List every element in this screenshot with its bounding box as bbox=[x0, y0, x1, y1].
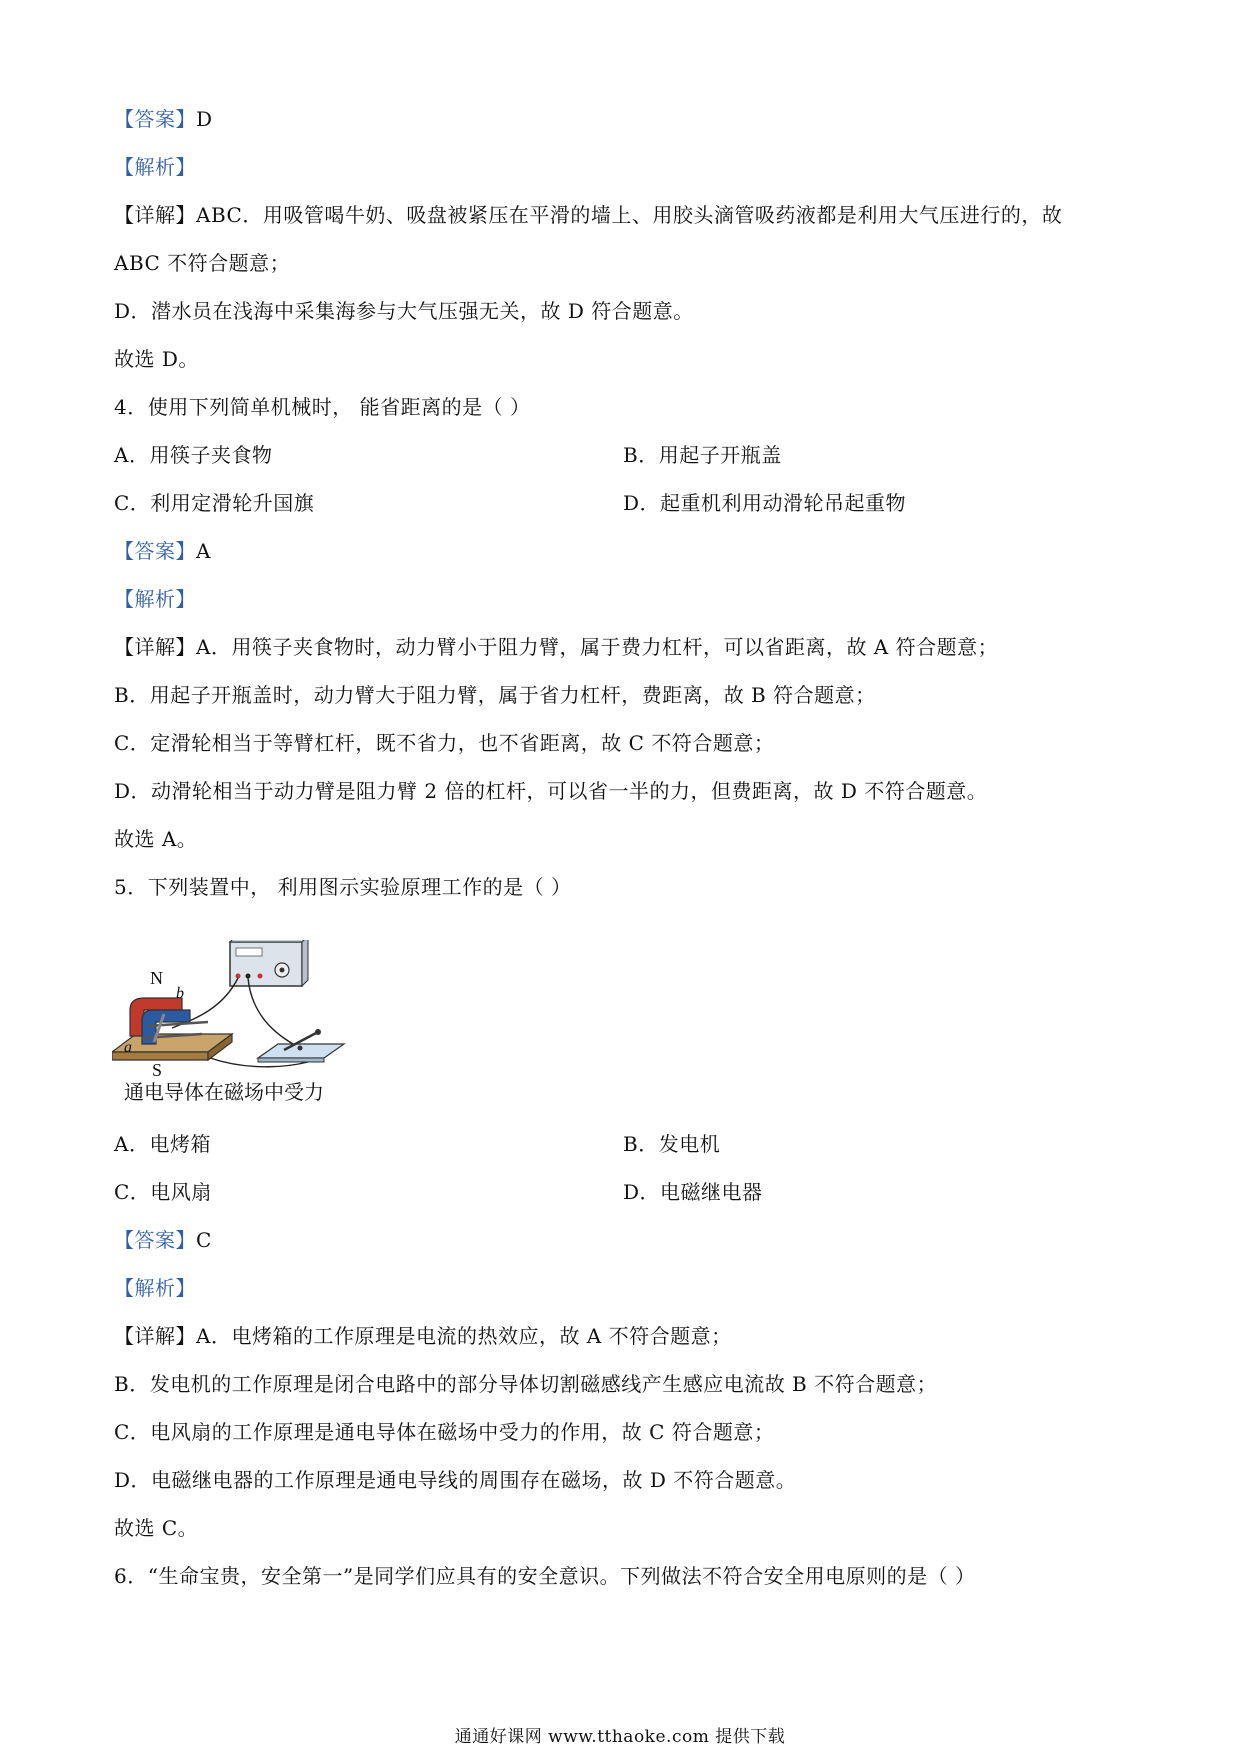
answer-tag: 【答案】 bbox=[114, 539, 196, 563]
conclusion-line: 故选 D。 bbox=[114, 347, 199, 371]
footer-watermark: 通通好课网 www.tthaoke.com 提供下载 bbox=[454, 1727, 786, 1747]
experiment-figure bbox=[112, 940, 362, 1078]
answer-value: D bbox=[196, 107, 213, 131]
question-5: 5．下列装置中， 利用图示实验原理工作的是（ ） bbox=[114, 875, 572, 899]
answer-line bbox=[114, 1226, 212, 1254]
knob-center bbox=[280, 968, 285, 973]
label-b: b bbox=[176, 985, 184, 1002]
detail-line: C．电风扇的工作原理是通电导体在磁场中受力的作用，故 C 符合题意； bbox=[114, 1420, 775, 1444]
analysis-tag-line bbox=[114, 153, 196, 181]
option-a: A．电烤箱 bbox=[114, 1132, 211, 1156]
answer-tag: 【答案】 bbox=[114, 107, 196, 131]
label-a: a bbox=[124, 1039, 132, 1056]
option-b: B．发电机 bbox=[623, 1132, 721, 1156]
analysis-tag-line bbox=[114, 585, 196, 613]
switch-handle bbox=[315, 1029, 321, 1035]
answer-tag: 【答案】 bbox=[114, 1228, 196, 1252]
detail-line: D．动滑轮相当于动力臂是阻力臂 2 倍的杠杆，可以省一半的力，但费距离，故 D 不符合题意。 bbox=[114, 779, 988, 803]
switch-base-front bbox=[258, 1058, 324, 1062]
terminal-positive bbox=[236, 974, 241, 979]
terminal-indicator bbox=[258, 974, 263, 979]
label-s: S bbox=[152, 1060, 163, 1078]
option-d: D．电磁继电器 bbox=[623, 1180, 763, 1204]
terminal-negative bbox=[246, 974, 251, 979]
question-6: 6．“生命宝贵，安全第一”是同学们应具有的安全意识。下列做法不符合安全用电原则的是（ ） bbox=[114, 1564, 976, 1588]
label-n: N bbox=[150, 968, 163, 988]
conclusion-line: 故选 A。 bbox=[114, 827, 198, 851]
answer-value: A bbox=[196, 539, 211, 563]
analysis-tag: 【解析】 bbox=[114, 1276, 196, 1300]
detail-line: B．发电机的工作原理是闭合电路中的部分导体切割磁感线产生感应电流故 B 不符合题意； bbox=[114, 1372, 938, 1396]
figure-caption: 通电导体在磁场中受力 bbox=[124, 1080, 324, 1104]
question-4: 4．使用下列简单机械时， 能省距离的是（ ） bbox=[114, 395, 531, 419]
power-supply-label bbox=[236, 948, 262, 956]
detail-line: 【详解】A．电烤箱的工作原理是电流的热效应，故 A 不符合题意； bbox=[114, 1324, 732, 1348]
detail-line: D．潜水员在浅海中采集海参与大气压强无关，故 D 符合题意。 bbox=[114, 299, 694, 323]
conclusion-line: 故选 C。 bbox=[114, 1516, 199, 1540]
option-a: A．用筷子夹食物 bbox=[114, 443, 273, 467]
power-supply-top bbox=[230, 940, 308, 942]
option-c: C．利用定滑轮升国旗 bbox=[114, 491, 315, 515]
detail-line: B．用起子开瓶盖时，动力臂大于阻力臂，属于省力杠杆，费距离，故 B 符合题意； bbox=[114, 683, 876, 707]
option-d: D．起重机利用动滑轮吊起重物 bbox=[623, 491, 907, 515]
detail-line: 【详解】ABC．用吸管喝牛奶、吸盘被紧压在平滑的墙上、用胶头滴管吸药液都是利用大气压进行的，故 bbox=[114, 203, 1063, 227]
answer-line bbox=[114, 105, 213, 133]
detail-line: ABC 不符合题意； bbox=[114, 251, 291, 275]
detail-line: C．定滑轮相当于等臂杠杆，既不省力，也不省距离，故 C 不符合题意； bbox=[114, 731, 775, 755]
power-supply-side bbox=[302, 940, 308, 986]
switch-contact bbox=[298, 1046, 303, 1051]
answer-line bbox=[114, 537, 211, 565]
wire bbox=[248, 978, 300, 1048]
analysis-tag-line bbox=[114, 1274, 196, 1302]
detail-line: 【详解】A．用筷子夹食物时，动力臂小于阻力臂，属于费力杠杆，可以省距离，故 A 符合题意； bbox=[114, 635, 999, 659]
detail-line: D．电磁继电器的工作原理是通电导线的周围存在磁场，故 D 不符合题意。 bbox=[114, 1468, 797, 1492]
analysis-tag: 【解析】 bbox=[114, 587, 196, 611]
option-b: B．用起子开瓶盖 bbox=[623, 443, 782, 467]
answer-value: C bbox=[196, 1228, 212, 1252]
analysis-tag: 【解析】 bbox=[114, 155, 196, 179]
option-c: C．电风扇 bbox=[114, 1180, 212, 1204]
